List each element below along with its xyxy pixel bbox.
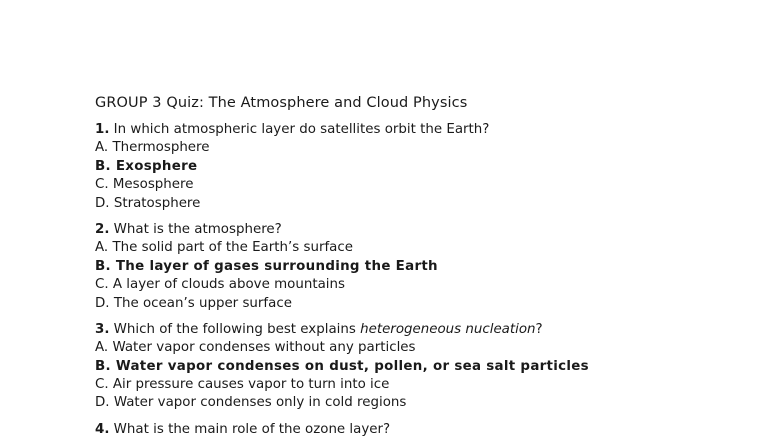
answer-option-c: C. Air pressure causes vapor to turn into ice [95, 377, 390, 393]
question-prompt-italic-term: heterogeneous nucleation [360, 321, 536, 337]
answer-option-d: D. Water vapor condenses only in cold regions [95, 395, 407, 411]
question-text [95, 221, 775, 239]
answer-option-a: A. Thermosphere [95, 140, 210, 156]
question-text [95, 421, 775, 439]
question-prompt-start: Which of the following best explains [113, 321, 361, 337]
answer-option-b-correct: B. The layer of gases surrounding the Earth [95, 258, 438, 274]
answer-option-c: C. A layer of clouds above mountains [95, 277, 345, 293]
question-number: 4. [95, 421, 110, 437]
question-prompt-end: ? [535, 321, 543, 337]
answer-option-c: C. Mesosphere [95, 177, 194, 193]
question-1 [95, 121, 775, 213]
question-number: 1. [95, 122, 110, 137]
quiz-title: GROUP 3 Quiz: The Atmosphere and Cloud Physics [95, 95, 468, 111]
answer-option-a: A. The solid part of the Earth’s surface [95, 240, 353, 256]
question-text [95, 121, 775, 139]
answer-option-d: D. Stratosphere [95, 195, 201, 211]
question-text [95, 321, 775, 339]
question-number: 3. [95, 321, 110, 337]
answer-option-d: D. The ocean’s upper surface [95, 295, 292, 311]
answer-option-b-correct: B. Water vapor condenses on dust, pollen, or sea salt particles [95, 358, 589, 374]
question-2 [95, 221, 775, 313]
question-4 [95, 421, 775, 439]
answer-option-b-correct: B. Exosphere [95, 158, 198, 174]
question-prompt: What is the main role of the ozone layer? [113, 421, 391, 437]
question-number: 2. [95, 221, 110, 237]
quiz-document [95, 93, 775, 447]
answer-option-a: A. Water vapor condenses without any particles [95, 340, 416, 356]
question-prompt: In which atmospheric layer do satellites orbit the Earth? [113, 122, 490, 137]
question-prompt: What is the atmosphere? [113, 221, 282, 237]
question-3 [95, 321, 775, 413]
